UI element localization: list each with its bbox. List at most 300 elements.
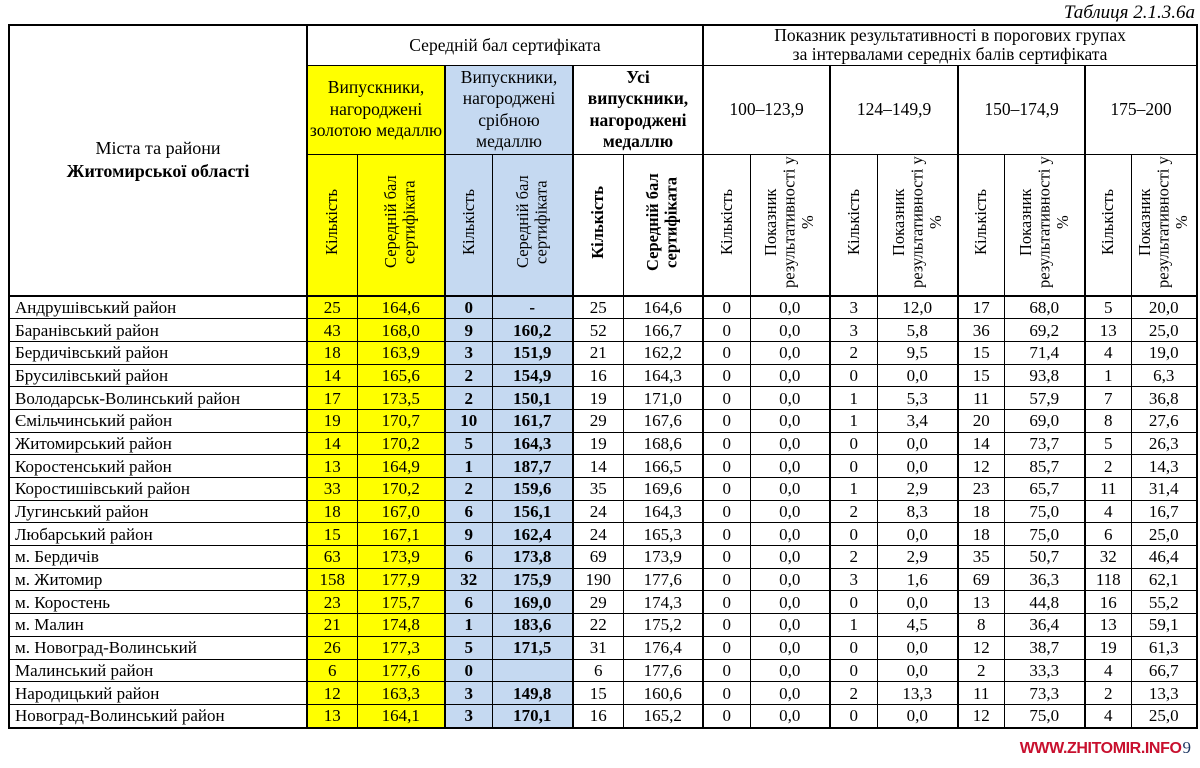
gold-count-cell: 43	[307, 319, 357, 342]
interval-4-count-cell: 13	[1085, 614, 1131, 637]
interval-4-rate-cell: 25,0	[1131, 319, 1197, 342]
interval-4-count-cell: 7	[1085, 387, 1131, 410]
interval-4-rate-cell: 61,3	[1131, 636, 1197, 659]
interval-3-rate-cell: 65,7	[1004, 478, 1085, 501]
interval-2-rate-cell: 0,0	[877, 523, 958, 546]
all-count-cell: 24	[573, 500, 623, 523]
silver-avg-cell: 156,1	[492, 500, 573, 523]
footer	[1020, 738, 1191, 758]
region-name-cell: м. Новоград-Волинський	[9, 636, 307, 659]
interval-3-count-cell: 14	[958, 432, 1004, 455]
gold-avg-cell: 173,5	[357, 387, 445, 410]
silver-medal-group-header: Випускники, нагороджені срібною медаллю	[445, 65, 573, 154]
interval-4-count-cell: 4	[1085, 500, 1131, 523]
interval-1-count-cell: 0	[703, 387, 750, 410]
interval-3-rate-cell: 85,7	[1004, 455, 1085, 478]
region-name-cell: Брусилівський район	[9, 364, 307, 387]
interval-3-count-cell: 11	[958, 387, 1004, 410]
interval-1-rate-cell: 0,0	[750, 659, 830, 682]
interval-3-rate-cell: 69,0	[1004, 409, 1085, 432]
table-row	[9, 364, 1197, 387]
table-row	[9, 659, 1197, 682]
all-avg-cell: 173,9	[623, 546, 703, 569]
interval-3-rate-cell: 75,0	[1004, 704, 1085, 727]
interval-1-rate-cell: 0,0	[750, 682, 830, 705]
interval-3-rate-cell: 73,3	[1004, 682, 1085, 705]
region-column-header-line2: Житомирської області	[66, 161, 250, 182]
silver-avg-cell: 159,6	[492, 478, 573, 501]
table-row	[9, 636, 1197, 659]
silver-count-cell: 9	[445, 523, 492, 546]
all-count-cell: 14	[573, 455, 623, 478]
silver-count-cell: 5	[445, 432, 492, 455]
all-avg-cell: 174,3	[623, 591, 703, 614]
interval-2-rate-cell: 0,0	[877, 591, 958, 614]
interval-3-count-cell: 18	[958, 523, 1004, 546]
all-avg-subheader: Середній бал сертифіката	[623, 154, 703, 296]
interval-1-count-cell: 0	[703, 682, 750, 705]
interval-4-count-cell: 13	[1085, 319, 1131, 342]
interval-3-rate-cell: 69,2	[1004, 319, 1085, 342]
table-row	[9, 614, 1197, 637]
region-name-cell: Бердичівський район	[9, 341, 307, 364]
all-count-cell: 24	[573, 523, 623, 546]
interval-1-rate-cell: 0,0	[750, 478, 830, 501]
interval-3-count-cell: 2	[958, 659, 1004, 682]
performance-header-line2: за інтервалами середніх балів сертифіката	[792, 44, 1108, 65]
interval-4-count-subheader: Кількість	[1085, 154, 1131, 296]
interval-2-count-cell: 0	[830, 432, 877, 455]
interval-3-count-cell: 69	[958, 568, 1004, 591]
all-count-cell: 190	[573, 568, 623, 591]
silver-count-cell: 5	[445, 636, 492, 659]
results-table-wrap	[8, 24, 1198, 729]
all-count-cell: 16	[573, 704, 623, 727]
all-medal-group-header: Усі випускники, нагороджені медаллю	[573, 65, 703, 154]
interval-3-count-cell: 12	[958, 455, 1004, 478]
table-row	[9, 500, 1197, 523]
all-avg-cell: 169,6	[623, 478, 703, 501]
interval-4-rate-cell: 20,0	[1131, 296, 1197, 319]
silver-avg-cell: 154,9	[492, 364, 573, 387]
interval-2-rate-cell: 13,3	[877, 682, 958, 705]
interval-4-rate-cell: 14,3	[1131, 455, 1197, 478]
interval-3-count-cell: 13	[958, 591, 1004, 614]
interval-2-rate-cell: 2,9	[877, 546, 958, 569]
all-avg-cell: 164,3	[623, 500, 703, 523]
interval-3-count-cell: 23	[958, 478, 1004, 501]
interval-1-count-cell: 0	[703, 704, 750, 727]
interval-2-count-cell: 2	[830, 341, 877, 364]
interval-2-rate-cell: 9,5	[877, 341, 958, 364]
interval-4-rate-cell: 55,2	[1131, 591, 1197, 614]
interval-4-count-cell: 1	[1085, 364, 1131, 387]
silver-avg-cell	[492, 659, 573, 682]
interval-1-count-cell: 0	[703, 455, 750, 478]
interval-3-count-cell: 20	[958, 409, 1004, 432]
gold-count-cell: 19	[307, 409, 357, 432]
all-count-cell: 19	[573, 387, 623, 410]
silver-count-cell: 0	[445, 659, 492, 682]
interval-2-rate-cell: 4,5	[877, 614, 958, 637]
interval-3-rate-cell: 71,4	[1004, 341, 1085, 364]
interval-1-count-cell: 0	[703, 409, 750, 432]
gold-count-cell: 63	[307, 546, 357, 569]
interval-2-rate-cell: 8,3	[877, 500, 958, 523]
interval-1-count-cell: 0	[703, 568, 750, 591]
silver-avg-cell: 164,3	[492, 432, 573, 455]
all-count-cell: 25	[573, 296, 623, 319]
gold-avg-cell: 167,1	[357, 523, 445, 546]
interval-2-rate-cell: 0,0	[877, 455, 958, 478]
table-row	[9, 387, 1197, 410]
interval-3-rate-cell: 68,0	[1004, 296, 1085, 319]
silver-avg-cell: 170,1	[492, 704, 573, 727]
region-name-cell: м. Житомир	[9, 568, 307, 591]
gold-avg-cell: 177,9	[357, 568, 445, 591]
all-avg-cell: 166,5	[623, 455, 703, 478]
header-row-top	[9, 25, 1197, 65]
interval-4-count-cell: 6	[1085, 523, 1131, 546]
table-body	[9, 296, 1197, 728]
region-column-header	[9, 25, 307, 296]
interval-1-rate-cell: 0,0	[750, 636, 830, 659]
region-name-cell: м. Коростень	[9, 591, 307, 614]
interval-1-count-cell: 0	[703, 500, 750, 523]
interval-1-count-cell: 0	[703, 319, 750, 342]
interval-1-count-cell: 0	[703, 296, 750, 319]
gold-avg-cell: 164,1	[357, 704, 445, 727]
gold-avg-cell: 164,9	[357, 455, 445, 478]
gold-avg-cell: 165,6	[357, 364, 445, 387]
table-caption: Таблиця 2.1.3.6а	[1063, 2, 1195, 23]
all-avg-cell: 164,6	[623, 296, 703, 319]
interval-2-rate-cell: 0,0	[877, 659, 958, 682]
gold-avg-cell: 177,3	[357, 636, 445, 659]
gold-avg-cell: 167,0	[357, 500, 445, 523]
gold-avg-cell: 175,7	[357, 591, 445, 614]
silver-avg-cell: 151,9	[492, 341, 573, 364]
region-name-cell: Новоград-Волинський район	[9, 704, 307, 727]
interval-2-rate-cell: 1,6	[877, 568, 958, 591]
interval-3-rate-cell: 57,9	[1004, 387, 1085, 410]
silver-count-cell: 6	[445, 591, 492, 614]
page-number: 9	[1182, 738, 1191, 757]
interval-1-count-cell: 0	[703, 591, 750, 614]
all-avg-cell: 168,6	[623, 432, 703, 455]
results-table	[8, 24, 1198, 729]
all-avg-cell: 175,2	[623, 614, 703, 637]
interval-2-count-cell: 0	[830, 636, 877, 659]
interval-2-count-cell: 0	[830, 591, 877, 614]
all-avg-cell: 177,6	[623, 659, 703, 682]
region-column-header-line1: Міста та райони	[95, 137, 221, 158]
all-count-cell: 15	[573, 682, 623, 705]
interval-3-count-cell: 12	[958, 704, 1004, 727]
interval-1-rate-cell: 0,0	[750, 455, 830, 478]
silver-count-cell: 10	[445, 409, 492, 432]
region-name-cell: Коростенський район	[9, 455, 307, 478]
gold-count-cell: 25	[307, 296, 357, 319]
silver-count-cell: 9	[445, 319, 492, 342]
table-row	[9, 455, 1197, 478]
gold-count-cell: 26	[307, 636, 357, 659]
all-count-cell: 6	[573, 659, 623, 682]
gold-count-cell: 23	[307, 591, 357, 614]
interval-1-count-cell: 0	[703, 659, 750, 682]
all-avg-cell: 165,3	[623, 523, 703, 546]
gold-count-cell: 6	[307, 659, 357, 682]
region-name-cell: Коростишівський район	[9, 478, 307, 501]
gold-avg-cell: 164,6	[357, 296, 445, 319]
gold-avg-cell: 170,7	[357, 409, 445, 432]
silver-avg-cell: 171,5	[492, 636, 573, 659]
region-name-cell: Андрушівський район	[9, 296, 307, 319]
gold-avg-cell: 170,2	[357, 478, 445, 501]
silver-avg-cell: 173,8	[492, 546, 573, 569]
interval-1-count-cell: 0	[703, 364, 750, 387]
gold-avg-subheader: Середній бал сертифіката	[357, 154, 445, 296]
table-row	[9, 341, 1197, 364]
gold-medal-group-header: Випускники, нагороджені золотою медаллю	[307, 65, 445, 154]
gold-count-cell: 15	[307, 523, 357, 546]
all-count-cell: 31	[573, 636, 623, 659]
silver-avg-cell: 160,2	[492, 319, 573, 342]
interval-1-count-cell: 0	[703, 523, 750, 546]
table-header	[9, 25, 1197, 296]
interval-2-rate-cell: 5,8	[877, 319, 958, 342]
all-count-cell: 16	[573, 364, 623, 387]
interval-4-count-cell: 118	[1085, 568, 1131, 591]
interval-4-rate-cell: 36,8	[1131, 387, 1197, 410]
region-name-cell: Малинський район	[9, 659, 307, 682]
all-avg-cell: 166,7	[623, 319, 703, 342]
all-avg-cell: 167,6	[623, 409, 703, 432]
silver-count-subheader: Кількість	[445, 154, 492, 296]
region-name-cell: Любарський район	[9, 523, 307, 546]
silver-avg-cell: 149,8	[492, 682, 573, 705]
silver-avg-cell: 162,4	[492, 523, 573, 546]
interval-4-rate-cell: 13,3	[1131, 682, 1197, 705]
interval-1-rate-subheader: Показник результативності у %	[750, 154, 830, 296]
interval-2-rate-cell: 5,3	[877, 387, 958, 410]
gold-avg-cell: 177,6	[357, 659, 445, 682]
gold-count-cell: 33	[307, 478, 357, 501]
table-row	[9, 319, 1197, 342]
silver-count-cell: 3	[445, 682, 492, 705]
interval-4-rate-cell: 16,7	[1131, 500, 1197, 523]
gold-count-cell: 12	[307, 682, 357, 705]
interval-3-rate-cell: 36,4	[1004, 614, 1085, 637]
all-count-cell: 22	[573, 614, 623, 637]
interval-4-rate-cell: 46,4	[1131, 546, 1197, 569]
interval-2-count-cell: 2	[830, 500, 877, 523]
interval-2-count-cell: 0	[830, 704, 877, 727]
all-avg-cell: 165,2	[623, 704, 703, 727]
interval-1-count-cell: 0	[703, 341, 750, 364]
interval-3-rate-cell: 33,3	[1004, 659, 1085, 682]
region-name-cell: Володарськ-Волинський район	[9, 387, 307, 410]
table-row	[9, 296, 1197, 319]
interval-3-count-cell: 35	[958, 546, 1004, 569]
interval-1-rate-cell: 0,0	[750, 546, 830, 569]
region-name-cell: Ємільчинський район	[9, 409, 307, 432]
gold-count-cell: 21	[307, 614, 357, 637]
silver-avg-cell: 161,7	[492, 409, 573, 432]
silver-avg-cell: 169,0	[492, 591, 573, 614]
all-count-cell: 69	[573, 546, 623, 569]
gold-avg-cell: 163,9	[357, 341, 445, 364]
interval-2-count-cell: 1	[830, 614, 877, 637]
interval-4-rate-cell: 19,0	[1131, 341, 1197, 364]
gold-avg-cell: 168,0	[357, 319, 445, 342]
region-name-cell: Баранівський район	[9, 319, 307, 342]
interval-4-rate-cell: 62,1	[1131, 568, 1197, 591]
interval-4-count-cell: 11	[1085, 478, 1131, 501]
interval-2-count-subheader: Кількість	[830, 154, 877, 296]
interval-1-header: 100–123,9	[703, 65, 830, 154]
interval-2-count-cell: 3	[830, 296, 877, 319]
interval-1-rate-cell: 0,0	[750, 319, 830, 342]
silver-avg-cell: 150,1	[492, 387, 573, 410]
interval-4-rate-subheader: Показник результативності у %	[1131, 154, 1197, 296]
interval-2-count-cell: 3	[830, 319, 877, 342]
interval-4-count-cell: 2	[1085, 455, 1131, 478]
interval-3-rate-cell: 75,0	[1004, 500, 1085, 523]
interval-1-count-cell: 0	[703, 614, 750, 637]
all-count-subheader: Кількість	[573, 154, 623, 296]
gold-count-cell: 18	[307, 341, 357, 364]
interval-2-count-cell: 0	[830, 364, 877, 387]
all-count-cell: 29	[573, 591, 623, 614]
interval-1-rate-cell: 0,0	[750, 614, 830, 637]
interval-2-count-cell: 0	[830, 659, 877, 682]
gold-count-cell: 17	[307, 387, 357, 410]
interval-2-count-cell: 2	[830, 546, 877, 569]
interval-4-header: 175–200	[1085, 65, 1197, 154]
table-row	[9, 409, 1197, 432]
table-row	[9, 568, 1197, 591]
silver-count-cell: 3	[445, 704, 492, 727]
region-name-cell: м. Малин	[9, 614, 307, 637]
silver-count-cell: 2	[445, 364, 492, 387]
interval-4-count-cell: 16	[1085, 591, 1131, 614]
gold-count-cell: 13	[307, 704, 357, 727]
interval-2-rate-subheader: Показник результативності у %	[877, 154, 958, 296]
silver-count-cell: 6	[445, 500, 492, 523]
region-name-cell: Житомирський район	[9, 432, 307, 455]
interval-2-rate-cell: 12,0	[877, 296, 958, 319]
interval-2-count-cell: 1	[830, 409, 877, 432]
interval-3-count-cell: 12	[958, 636, 1004, 659]
interval-1-rate-cell: 0,0	[750, 523, 830, 546]
interval-1-count-cell: 0	[703, 478, 750, 501]
interval-4-count-cell: 19	[1085, 636, 1131, 659]
interval-4-rate-cell: 25,0	[1131, 523, 1197, 546]
all-count-cell: 21	[573, 341, 623, 364]
gold-count-cell: 158	[307, 568, 357, 591]
gold-avg-cell: 174,8	[357, 614, 445, 637]
interval-3-count-cell: 11	[958, 682, 1004, 705]
silver-count-cell: 2	[445, 387, 492, 410]
all-count-cell: 19	[573, 432, 623, 455]
region-name-cell: Лугинський район	[9, 500, 307, 523]
silver-avg-cell: 175,9	[492, 568, 573, 591]
all-count-cell: 29	[573, 409, 623, 432]
interval-2-rate-cell: 0,0	[877, 704, 958, 727]
silver-count-cell: 0	[445, 296, 492, 319]
interval-4-count-cell: 2	[1085, 682, 1131, 705]
silver-avg-cell: 183,6	[492, 614, 573, 637]
interval-4-rate-cell: 59,1	[1131, 614, 1197, 637]
gold-count-cell: 14	[307, 432, 357, 455]
interval-4-rate-cell: 66,7	[1131, 659, 1197, 682]
interval-2-header: 124–149,9	[830, 65, 958, 154]
region-name-cell: м. Бердичів	[9, 546, 307, 569]
interval-3-rate-cell: 38,7	[1004, 636, 1085, 659]
silver-count-cell: 6	[445, 546, 492, 569]
interval-1-rate-cell: 0,0	[750, 296, 830, 319]
region-name-cell: Народицький район	[9, 682, 307, 705]
interval-2-rate-cell: 0,0	[877, 364, 958, 387]
table-row	[9, 432, 1197, 455]
interval-1-rate-cell: 0,0	[750, 500, 830, 523]
interval-1-rate-cell: 0,0	[750, 409, 830, 432]
all-count-cell: 52	[573, 319, 623, 342]
interval-3-rate-cell: 50,7	[1004, 546, 1085, 569]
interval-1-rate-cell: 0,0	[750, 591, 830, 614]
silver-avg-subheader: Середній бал сертифіката	[492, 154, 573, 296]
all-avg-cell: 160,6	[623, 682, 703, 705]
site-watermark: WWW.ZHITOMIR.INFO	[1019, 740, 1182, 757]
interval-2-count-cell: 0	[830, 455, 877, 478]
silver-count-cell: 1	[445, 614, 492, 637]
interval-1-count-cell: 0	[703, 432, 750, 455]
interval-4-count-cell: 32	[1085, 546, 1131, 569]
interval-3-count-cell: 15	[958, 364, 1004, 387]
interval-4-count-cell: 8	[1085, 409, 1131, 432]
interval-4-count-cell: 4	[1085, 704, 1131, 727]
interval-4-rate-cell: 6,3	[1131, 364, 1197, 387]
gold-count-cell: 13	[307, 455, 357, 478]
gold-count-subheader: Кількість	[307, 154, 357, 296]
silver-avg-cell: 187,7	[492, 455, 573, 478]
table-row	[9, 591, 1197, 614]
interval-3-count-cell: 8	[958, 614, 1004, 637]
table-row	[9, 546, 1197, 569]
gold-count-cell: 14	[307, 364, 357, 387]
silver-count-cell: 1	[445, 455, 492, 478]
interval-2-count-cell: 0	[830, 523, 877, 546]
interval-2-count-cell: 1	[830, 387, 877, 410]
interval-1-count-subheader: Кількість	[703, 154, 750, 296]
silver-count-cell: 32	[445, 568, 492, 591]
all-avg-cell: 162,2	[623, 341, 703, 364]
interval-4-count-cell: 4	[1085, 341, 1131, 364]
interval-3-count-subheader: Кількість	[958, 154, 1004, 296]
interval-1-rate-cell: 0,0	[750, 341, 830, 364]
table-row	[9, 704, 1197, 727]
silver-count-cell: 2	[445, 478, 492, 501]
all-avg-cell: 171,0	[623, 387, 703, 410]
performance-header-line1: Показник результативності в порогових групах	[774, 25, 1126, 45]
interval-2-count-cell: 1	[830, 478, 877, 501]
interval-2-rate-cell: 2,9	[877, 478, 958, 501]
table-row	[9, 478, 1197, 501]
interval-4-rate-cell: 31,4	[1131, 478, 1197, 501]
interval-1-count-cell: 0	[703, 636, 750, 659]
table-row	[9, 682, 1197, 705]
